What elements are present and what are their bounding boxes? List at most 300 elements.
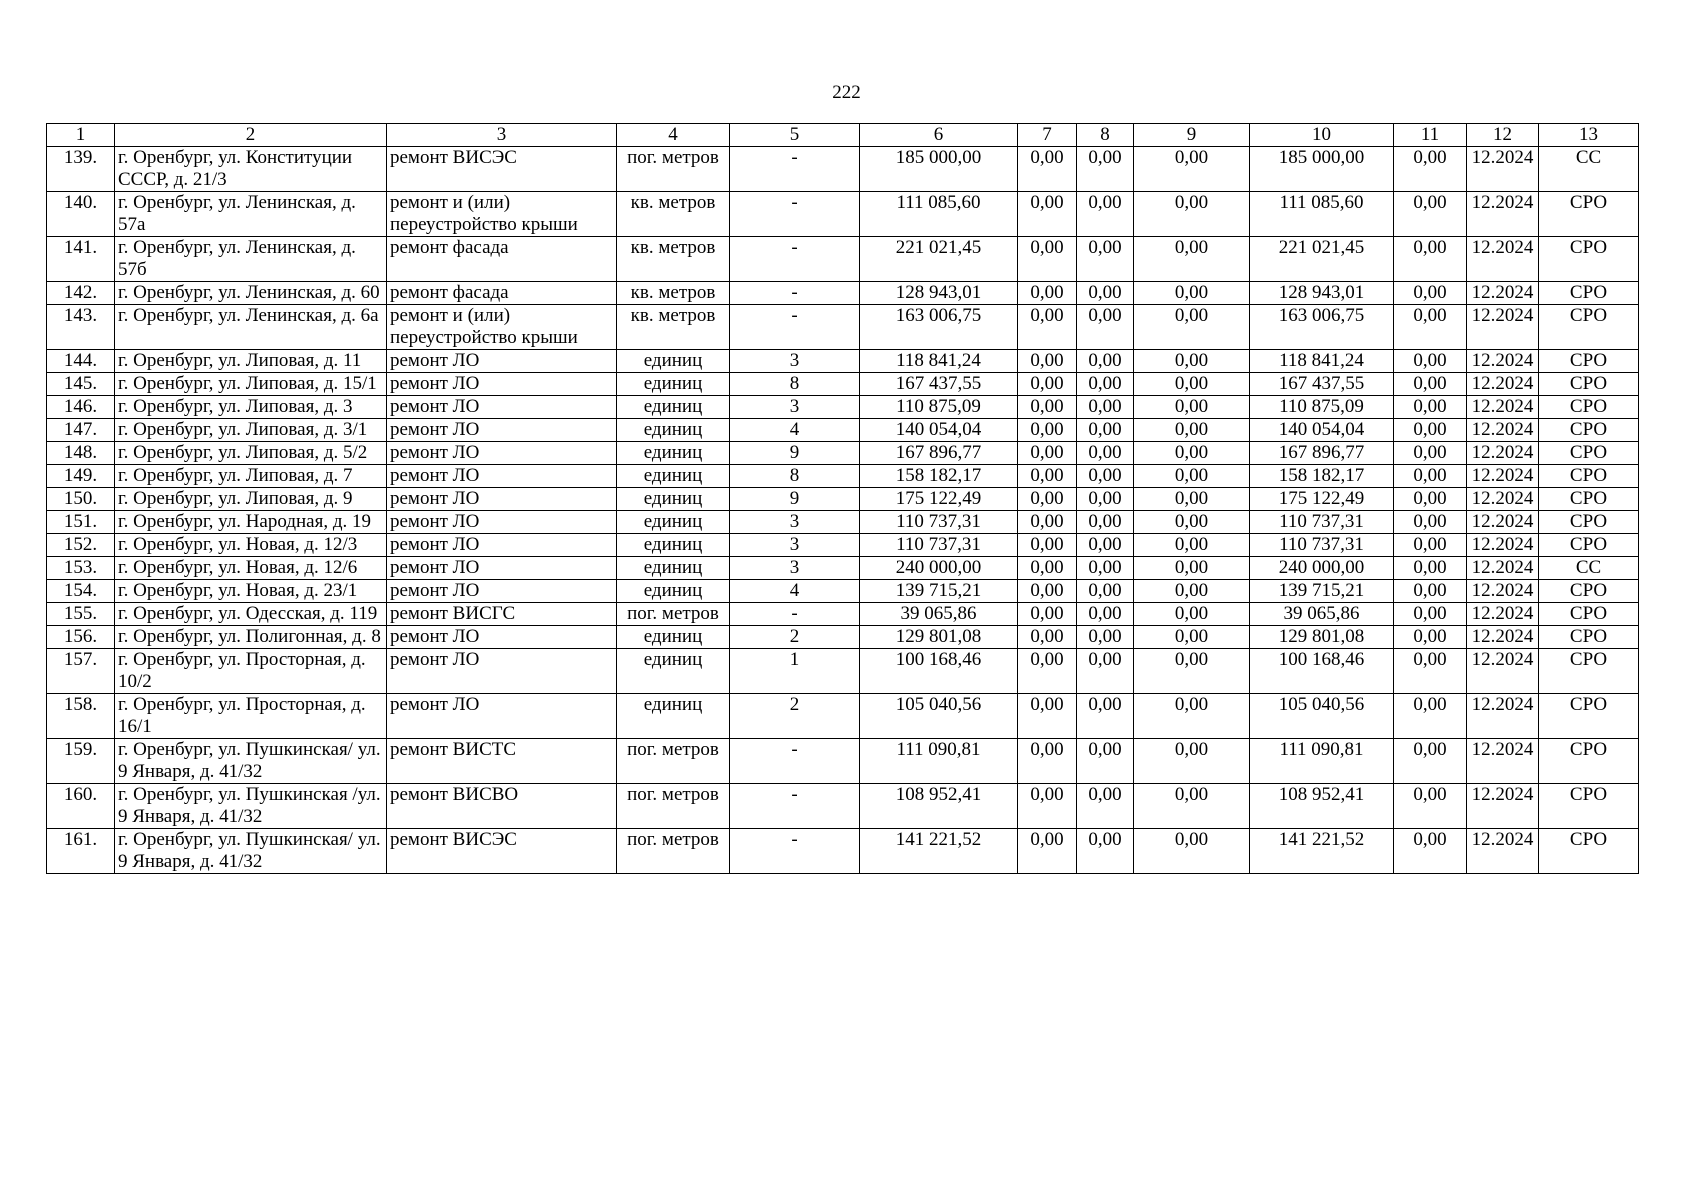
cell-work-type: ремонт ЛО [387,626,617,649]
cell-unit: кв. метров [617,282,730,305]
column-header-10: 10 [1250,124,1394,147]
cell-address: г. Оренбург, ул. Пушкинская/ ул. 9 Января, д. 41/32 [115,739,387,784]
cell-address: г. Оренбург, ул. Липовая, д. 11 [115,350,387,373]
cell-row-number: 144. [47,350,115,373]
cell-unit: единиц [617,557,730,580]
table-row [47,147,1639,192]
cell-owners-funds: 118 841,24 [1250,350,1394,373]
cell-work-type: ремонт ЛО [387,419,617,442]
cell-method-code: СРО [1539,488,1639,511]
cell-quantity: 1 [730,649,860,694]
cell-unit: единиц [617,580,730,603]
column-header-7: 7 [1018,124,1077,147]
cell-fund-2: 0,00 [1077,419,1134,442]
cell-total-cost: 140 054,04 [860,419,1018,442]
cell-address: г. Оренбург, ул. Липовая, д. 3 [115,396,387,419]
cell-unit: единиц [617,350,730,373]
table-row [47,488,1639,511]
cell-fund-2: 0,00 [1077,305,1134,350]
cell-deadline: 12.2024 [1467,147,1539,192]
cell-fund-3: 0,00 [1134,784,1250,829]
page-number: 222 [832,82,861,103]
cell-fund-1: 0,00 [1018,282,1077,305]
table-row [47,350,1639,373]
column-header-8: 8 [1077,124,1134,147]
cell-method-code: СРО [1539,350,1639,373]
cell-fund-5: 0,00 [1394,373,1467,396]
cell-fund-5: 0,00 [1394,580,1467,603]
cell-fund-5: 0,00 [1394,147,1467,192]
cell-fund-3: 0,00 [1134,373,1250,396]
cell-owners-funds: 221 021,45 [1250,237,1394,282]
cell-fund-3: 0,00 [1134,694,1250,739]
cell-work-type: ремонт ЛО [387,373,617,396]
cell-fund-1: 0,00 [1018,465,1077,488]
cell-fund-1: 0,00 [1018,580,1077,603]
table-body [47,147,1639,874]
cell-fund-3: 0,00 [1134,488,1250,511]
cell-row-number: 148. [47,442,115,465]
cell-total-cost: 110 737,31 [860,511,1018,534]
cell-deadline: 12.2024 [1467,694,1539,739]
cell-method-code: СРО [1539,465,1639,488]
cell-fund-3: 0,00 [1134,350,1250,373]
cell-quantity: - [730,237,860,282]
cell-deadline: 12.2024 [1467,305,1539,350]
cell-total-cost: 185 000,00 [860,147,1018,192]
cell-deadline: 12.2024 [1467,603,1539,626]
cell-fund-1: 0,00 [1018,396,1077,419]
cell-deadline: 12.2024 [1467,419,1539,442]
cell-fund-1: 0,00 [1018,739,1077,784]
cell-quantity: - [730,603,860,626]
cell-address: г. Оренбург, ул. Пушкинская/ ул. 9 Января, д. 41/32 [115,829,387,874]
cell-owners-funds: 111 085,60 [1250,192,1394,237]
cell-deadline: 12.2024 [1467,649,1539,694]
cell-address: г. Оренбург, ул. Ленинская, д. 60 [115,282,387,305]
column-header-5: 5 [730,124,860,147]
cell-work-type: ремонт ЛО [387,396,617,419]
cell-fund-5: 0,00 [1394,282,1467,305]
cell-method-code: СРО [1539,739,1639,784]
cell-quantity: 9 [730,488,860,511]
cell-fund-5: 0,00 [1394,488,1467,511]
cell-fund-5: 0,00 [1394,192,1467,237]
cell-fund-2: 0,00 [1077,147,1134,192]
cell-fund-1: 0,00 [1018,511,1077,534]
cell-total-cost: 129 801,08 [860,626,1018,649]
table-row [47,442,1639,465]
cell-address: г. Оренбург, ул. Просторная, д. 10/2 [115,649,387,694]
cell-total-cost: 118 841,24 [860,350,1018,373]
cell-quantity: 3 [730,396,860,419]
cell-work-type: ремонт ЛО [387,534,617,557]
table-row [47,557,1639,580]
cell-address: г. Оренбург, ул. Народная, д. 19 [115,511,387,534]
cell-work-type: ремонт ЛО [387,442,617,465]
cell-address: г. Оренбург, ул. Новая, д. 12/3 [115,534,387,557]
cell-fund-5: 0,00 [1394,649,1467,694]
column-header-11: 11 [1394,124,1467,147]
table-row [47,237,1639,282]
cell-fund-5: 0,00 [1394,419,1467,442]
cell-fund-1: 0,00 [1018,829,1077,874]
cell-fund-3: 0,00 [1134,649,1250,694]
cell-quantity: 8 [730,465,860,488]
cell-unit: пог. метров [617,739,730,784]
cell-fund-3: 0,00 [1134,739,1250,784]
cell-deadline: 12.2024 [1467,488,1539,511]
cell-owners-funds: 158 182,17 [1250,465,1394,488]
cell-fund-3: 0,00 [1134,442,1250,465]
cell-address: г. Оренбург, ул. Липовая, д. 3/1 [115,419,387,442]
cell-address: г. Оренбург, ул. Липовая, д. 15/1 [115,373,387,396]
cell-quantity: - [730,147,860,192]
cell-fund-2: 0,00 [1077,580,1134,603]
cell-quantity: - [730,192,860,237]
cell-total-cost: 167 896,77 [860,442,1018,465]
table-row [47,626,1639,649]
cell-unit: единиц [617,442,730,465]
cell-quantity: 3 [730,557,860,580]
cell-row-number: 142. [47,282,115,305]
cell-fund-1: 0,00 [1018,237,1077,282]
cell-work-type: ремонт ВИСВО [387,784,617,829]
cell-quantity: - [730,305,860,350]
cell-method-code: СРО [1539,784,1639,829]
cell-work-type: ремонт ЛО [387,694,617,739]
table-row [47,534,1639,557]
cell-work-type: ремонт ЛО [387,465,617,488]
cell-quantity: - [730,282,860,305]
table-row [47,305,1639,350]
cell-fund-3: 0,00 [1134,603,1250,626]
cell-address: г. Оренбург, ул. Липовая, д. 5/2 [115,442,387,465]
cell-row-number: 141. [47,237,115,282]
cell-deadline: 12.2024 [1467,192,1539,237]
cell-row-number: 147. [47,419,115,442]
cell-fund-1: 0,00 [1018,305,1077,350]
table-row [47,282,1639,305]
cell-fund-2: 0,00 [1077,282,1134,305]
column-header-9: 9 [1134,124,1250,147]
table-row [47,511,1639,534]
cell-fund-5: 0,00 [1394,603,1467,626]
cell-fund-5: 0,00 [1394,305,1467,350]
table-row [47,829,1639,874]
cell-row-number: 140. [47,192,115,237]
cell-quantity: 3 [730,511,860,534]
table-row [47,603,1639,626]
cell-row-number: 156. [47,626,115,649]
cell-unit: пог. метров [617,829,730,874]
cell-fund-2: 0,00 [1077,373,1134,396]
cell-total-cost: 105 040,56 [860,694,1018,739]
cell-total-cost: 163 006,75 [860,305,1018,350]
cell-quantity: 2 [730,626,860,649]
column-header-6: 6 [860,124,1018,147]
table-row [47,192,1639,237]
cell-unit: пог. метров [617,603,730,626]
cell-quantity: - [730,739,860,784]
cell-total-cost: 128 943,01 [860,282,1018,305]
cell-total-cost: 108 952,41 [860,784,1018,829]
cell-method-code: СРО [1539,694,1639,739]
cell-fund-3: 0,00 [1134,147,1250,192]
cell-fund-5: 0,00 [1394,739,1467,784]
cell-fund-2: 0,00 [1077,511,1134,534]
cell-fund-1: 0,00 [1018,626,1077,649]
cell-owners-funds: 185 000,00 [1250,147,1394,192]
cell-row-number: 139. [47,147,115,192]
cell-fund-2: 0,00 [1077,603,1134,626]
column-header-13: 13 [1539,124,1639,147]
cell-address: г. Оренбург, ул. Ленинская, д. 6а [115,305,387,350]
cell-deadline: 12.2024 [1467,557,1539,580]
cell-fund-1: 0,00 [1018,442,1077,465]
cell-total-cost: 39 065,86 [860,603,1018,626]
cell-owners-funds: 141 221,52 [1250,829,1394,874]
cell-fund-2: 0,00 [1077,829,1134,874]
cell-unit: единиц [617,396,730,419]
cell-total-cost: 141 221,52 [860,829,1018,874]
cell-fund-2: 0,00 [1077,465,1134,488]
cell-work-type: ремонт ВИСТС [387,739,617,784]
cell-owners-funds: 240 000,00 [1250,557,1394,580]
cell-fund-3: 0,00 [1134,282,1250,305]
cell-row-number: 149. [47,465,115,488]
cell-deadline: 12.2024 [1467,465,1539,488]
cell-fund-1: 0,00 [1018,784,1077,829]
cell-row-number: 158. [47,694,115,739]
cell-fund-5: 0,00 [1394,694,1467,739]
cell-address: г. Оренбург, ул. Одесская, д. 119 [115,603,387,626]
cell-fund-3: 0,00 [1134,237,1250,282]
table-row [47,784,1639,829]
cell-work-type: ремонт ВИСГС [387,603,617,626]
cell-work-type: ремонт фасада [387,237,617,282]
cell-method-code: СРО [1539,396,1639,419]
cell-owners-funds: 175 122,49 [1250,488,1394,511]
cell-quantity: 3 [730,350,860,373]
cell-method-code: СС [1539,557,1639,580]
cell-row-number: 145. [47,373,115,396]
cell-unit: единиц [617,373,730,396]
cell-deadline: 12.2024 [1467,626,1539,649]
cell-fund-2: 0,00 [1077,396,1134,419]
cell-fund-2: 0,00 [1077,192,1134,237]
cell-method-code: СРО [1539,192,1639,237]
cell-owners-funds: 39 065,86 [1250,603,1394,626]
cell-owners-funds: 108 952,41 [1250,784,1394,829]
cell-fund-5: 0,00 [1394,829,1467,874]
cell-fund-5: 0,00 [1394,465,1467,488]
cell-fund-2: 0,00 [1077,694,1134,739]
cell-fund-1: 0,00 [1018,694,1077,739]
column-header-12: 12 [1467,124,1539,147]
cell-unit: пог. метров [617,784,730,829]
cell-total-cost: 100 168,46 [860,649,1018,694]
cell-unit: пог. метров [617,147,730,192]
cell-method-code: СРО [1539,603,1639,626]
cell-owners-funds: 167 896,77 [1250,442,1394,465]
cell-quantity: 3 [730,534,860,557]
table-row [47,396,1639,419]
cell-row-number: 146. [47,396,115,419]
cell-unit: кв. метров [617,237,730,282]
cell-fund-3: 0,00 [1134,557,1250,580]
cell-unit: единиц [617,649,730,694]
cell-fund-1: 0,00 [1018,649,1077,694]
cell-total-cost: 167 437,55 [860,373,1018,396]
column-header-3: 3 [387,124,617,147]
cell-row-number: 154. [47,580,115,603]
cell-unit: единиц [617,694,730,739]
cell-deadline: 12.2024 [1467,396,1539,419]
cell-fund-1: 0,00 [1018,147,1077,192]
cell-deadline: 12.2024 [1467,534,1539,557]
cell-owners-funds: 129 801,08 [1250,626,1394,649]
repair-program-table [46,123,1639,874]
cell-fund-3: 0,00 [1134,829,1250,874]
cell-total-cost: 110 737,31 [860,534,1018,557]
cell-fund-3: 0,00 [1134,465,1250,488]
cell-deadline: 12.2024 [1467,829,1539,874]
cell-row-number: 157. [47,649,115,694]
cell-method-code: СРО [1539,282,1639,305]
cell-owners-funds: 111 090,81 [1250,739,1394,784]
cell-deadline: 12.2024 [1467,580,1539,603]
header-row [47,124,1639,147]
cell-fund-1: 0,00 [1018,419,1077,442]
cell-total-cost: 240 000,00 [860,557,1018,580]
table-row [47,373,1639,396]
cell-deadline: 12.2024 [1467,511,1539,534]
cell-row-number: 150. [47,488,115,511]
cell-address: г. Оренбург, ул. Просторная, д. 16/1 [115,694,387,739]
cell-deadline: 12.2024 [1467,350,1539,373]
cell-fund-2: 0,00 [1077,488,1134,511]
cell-total-cost: 139 715,21 [860,580,1018,603]
cell-fund-1: 0,00 [1018,192,1077,237]
cell-total-cost: 111 085,60 [860,192,1018,237]
cell-quantity: - [730,784,860,829]
cell-fund-1: 0,00 [1018,534,1077,557]
cell-owners-funds: 110 875,09 [1250,396,1394,419]
cell-method-code: СРО [1539,626,1639,649]
cell-fund-5: 0,00 [1394,350,1467,373]
cell-address: г. Оренбург, ул. Ленинская, д. 57б [115,237,387,282]
cell-owners-funds: 139 715,21 [1250,580,1394,603]
cell-row-number: 152. [47,534,115,557]
cell-quantity: 4 [730,580,860,603]
cell-fund-3: 0,00 [1134,192,1250,237]
cell-row-number: 159. [47,739,115,784]
cell-unit: кв. метров [617,192,730,237]
cell-fund-5: 0,00 [1394,784,1467,829]
cell-fund-1: 0,00 [1018,557,1077,580]
cell-method-code: СРО [1539,649,1639,694]
column-header-4: 4 [617,124,730,147]
cell-fund-1: 0,00 [1018,488,1077,511]
cell-owners-funds: 140 054,04 [1250,419,1394,442]
cell-work-type: ремонт ЛО [387,557,617,580]
cell-quantity: 8 [730,373,860,396]
cell-fund-2: 0,00 [1077,649,1134,694]
cell-fund-1: 0,00 [1018,603,1077,626]
cell-fund-5: 0,00 [1394,534,1467,557]
cell-owners-funds: 128 943,01 [1250,282,1394,305]
cell-fund-3: 0,00 [1134,396,1250,419]
cell-work-type: ремонт ЛО [387,350,617,373]
cell-work-type: ремонт ЛО [387,580,617,603]
cell-fund-3: 0,00 [1134,580,1250,603]
table-row [47,694,1639,739]
cell-address: г. Оренбург, ул. Полигонная, д. 8 [115,626,387,649]
cell-address: г. Оренбург, ул. Новая, д. 12/6 [115,557,387,580]
cell-fund-5: 0,00 [1394,511,1467,534]
cell-method-code: СРО [1539,534,1639,557]
cell-method-code: СРО [1539,511,1639,534]
cell-quantity: 2 [730,694,860,739]
cell-quantity: 4 [730,419,860,442]
cell-quantity: 9 [730,442,860,465]
cell-method-code: СРО [1539,419,1639,442]
cell-unit: единиц [617,488,730,511]
cell-work-type: ремонт и (или) переустройство крыши [387,192,617,237]
cell-fund-2: 0,00 [1077,350,1134,373]
cell-row-number: 160. [47,784,115,829]
cell-row-number: 153. [47,557,115,580]
cell-row-number: 151. [47,511,115,534]
cell-fund-2: 0,00 [1077,626,1134,649]
table-row [47,649,1639,694]
cell-address: г. Оренбург, ул. Липовая, д. 7 [115,465,387,488]
cell-fund-2: 0,00 [1077,739,1134,784]
cell-address: г. Оренбург, ул. Пушкинская /ул. 9 Января, д. 41/32 [115,784,387,829]
cell-owners-funds: 105 040,56 [1250,694,1394,739]
cell-fund-1: 0,00 [1018,350,1077,373]
cell-quantity: - [730,829,860,874]
cell-owners-funds: 110 737,31 [1250,534,1394,557]
cell-deadline: 12.2024 [1467,784,1539,829]
cell-owners-funds: 110 737,31 [1250,511,1394,534]
cell-unit: единиц [617,419,730,442]
cell-deadline: 12.2024 [1467,237,1539,282]
cell-total-cost: 158 182,17 [860,465,1018,488]
cell-method-code: СРО [1539,373,1639,396]
cell-work-type: ремонт ВИСЭС [387,829,617,874]
cell-fund-1: 0,00 [1018,373,1077,396]
cell-row-number: 155. [47,603,115,626]
cell-address: г. Оренбург, ул. Ленинская, д. 57а [115,192,387,237]
cell-method-code: СРО [1539,237,1639,282]
cell-row-number: 143. [47,305,115,350]
cell-work-type: ремонт ЛО [387,649,617,694]
cell-deadline: 12.2024 [1467,442,1539,465]
cell-address: г. Оренбург, ул. Липовая, д. 9 [115,488,387,511]
cell-owners-funds: 167 437,55 [1250,373,1394,396]
cell-fund-3: 0,00 [1134,419,1250,442]
column-header-2: 2 [115,124,387,147]
cell-deadline: 12.2024 [1467,282,1539,305]
cell-total-cost: 110 875,09 [860,396,1018,419]
cell-work-type: ремонт ВИСЭС [387,147,617,192]
cell-unit: единиц [617,534,730,557]
cell-method-code: СРО [1539,442,1639,465]
cell-work-type: ремонт и (или) переустройство крыши [387,305,617,350]
cell-unit: единиц [617,511,730,534]
